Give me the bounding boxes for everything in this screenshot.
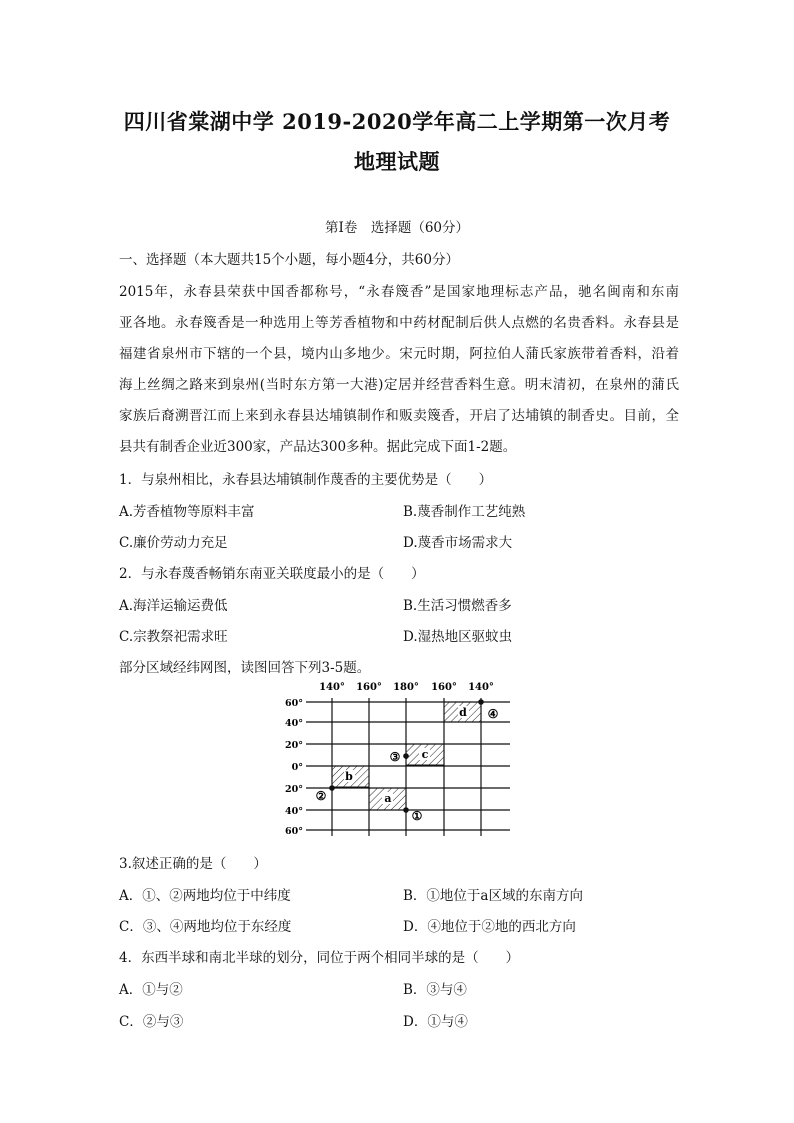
question-4-option-b[interactable]: B．③与④ — [403, 982, 467, 998]
question-1-option-d[interactable]: D.蔑香市场需求大 — [403, 535, 513, 551]
lon-label-1: 140° — [319, 682, 345, 693]
passage-line-1: 2015年，永春县荣获中国香都称号，“永春篾香”是国家地理标志产品，驰名闽南和东南 — [119, 284, 679, 300]
passage-line-5: 家族后裔溯晋江而上来到永春县达埔镇制作和贩卖篾香，开启了达埔镇的制香史。目前，全 — [119, 408, 679, 424]
graticule-map-figure — [270, 676, 520, 842]
question-4-option-d[interactable]: D．①与④ — [403, 1014, 468, 1030]
passage-line-3: 福建省泉州市下辖的一个县，境内山多地少。宋元时期，阿拉伯人蒲氏家族带着香料，沿着 — [119, 346, 679, 362]
lon-label-4: 160° — [431, 682, 457, 693]
lat-label-1: 60° — [285, 698, 303, 709]
lat-label-6: 40° — [285, 806, 303, 817]
region-c-label: c — [421, 748, 429, 761]
question-2-option-d[interactable]: D.湿热地区驱蚊虫 — [403, 629, 513, 645]
part-heading: 一、选择题（本大题共15个小题，每小题4分，共60分） — [119, 252, 459, 268]
point-3-label: ③ — [389, 750, 401, 764]
region-b-label: b — [345, 770, 353, 783]
lon-label-5: 140° — [468, 682, 494, 693]
point-2-label: ② — [315, 789, 327, 803]
question-1-stem: 1．与泉州相比，永春县达埔镇制作蔑香的主要优势是（ ） — [119, 472, 493, 488]
lat-label-4: 0° — [291, 762, 303, 773]
map-intro: 部分区域经纬网图，读图回答下列3-5题。 — [119, 660, 371, 676]
point-1-label: ① — [411, 809, 423, 823]
question-3-option-c[interactable]: C．③、④两地均位于东经度 — [119, 919, 292, 935]
point-4-label: ④ — [487, 707, 499, 721]
question-4-option-c[interactable]: C．②与③ — [119, 1014, 184, 1030]
passage-line-4: 海上丝绸之路来到泉州(当时东方第一大港)定居并经营香料生意。明末清初，在泉州的蒲氏 — [119, 377, 679, 393]
question-3-option-d[interactable]: D．④地位于②地的西北方向 — [403, 919, 576, 935]
question-2-option-c[interactable]: C.宗教祭祀需求旺 — [119, 629, 228, 645]
question-2-option-a[interactable]: A.海洋运输运费低 — [119, 598, 228, 614]
passage-line-6: 县共有制香企业近300家，产品达300多种。据此完成下面1-2题。 — [119, 439, 517, 455]
point-3-dot — [403, 753, 409, 759]
section-heading: 第I卷 选择题（60分） — [324, 220, 469, 236]
point-4-dot — [478, 699, 484, 705]
question-1-option-a[interactable]: A.芳香植物等原料丰富 — [119, 504, 255, 520]
exam-title: 四川省棠湖中学 2019-2020学年高二上学期第一次月考 — [123, 109, 671, 134]
question-4-stem: 4．东西半球和南北半球的划分，同位于两个相同半球的是（ ） — [119, 950, 520, 966]
question-3-option-a[interactable]: A．①、②两地均位于中纬度 — [119, 888, 291, 904]
lat-label-2: 40° — [285, 718, 303, 729]
lat-label-5: 20° — [285, 784, 303, 795]
question-4-option-a[interactable]: A．①与② — [119, 982, 183, 998]
lat-label-7: 60° — [285, 826, 303, 837]
point-1-dot — [403, 807, 409, 813]
question-2-option-b[interactable]: B.生活习惯燃香多 — [403, 598, 512, 614]
question-1-option-c[interactable]: C.廉价劳动力充足 — [119, 535, 228, 551]
lon-label-2: 160° — [356, 682, 382, 693]
exam-subject: 地理试题 — [354, 149, 440, 174]
question-3-stem: 3.叙述正确的是（ ） — [119, 856, 267, 872]
region-a-label: a — [384, 792, 392, 805]
lat-label-3: 20° — [285, 740, 303, 751]
question-1-option-b[interactable]: B.蔑香制作工艺纯熟 — [403, 504, 526, 520]
lon-label-3: 180° — [393, 682, 419, 693]
question-3-option-b[interactable]: B．①地位于a区域的东南方向 — [403, 888, 583, 904]
passage-line-2: 亚各地。永春篾香是一种选用上等芳香植物和中药材配制后供人点燃的名贵香料。永春县是 — [119, 315, 679, 331]
point-2-dot — [329, 785, 335, 791]
region-d-label: d — [459, 706, 467, 719]
question-2-stem: 2．与永春蔑香畅销东南亚关联度最小的是（ ） — [119, 566, 425, 582]
